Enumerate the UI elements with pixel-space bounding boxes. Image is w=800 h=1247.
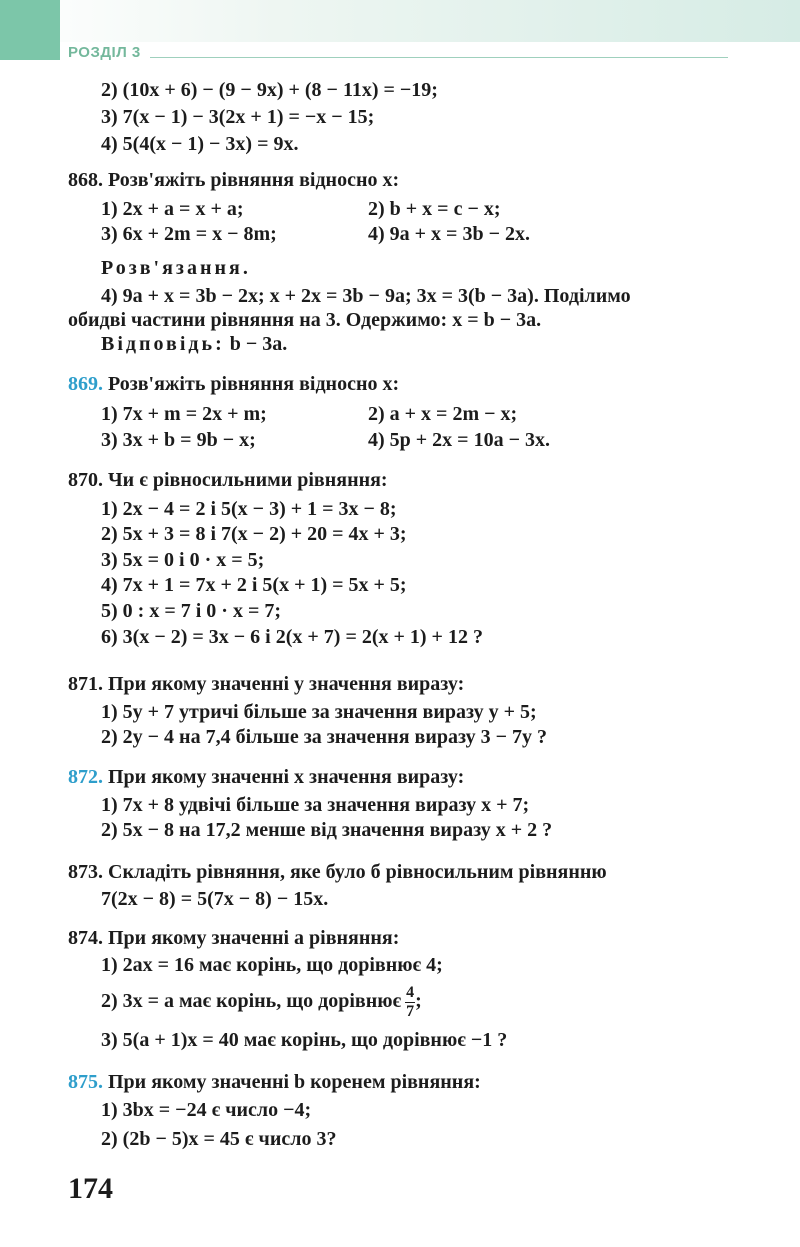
problem-874-item-2: [101, 980, 422, 1022]
problem-870: [68, 468, 388, 492]
section-label: РОЗДІЛ 3: [68, 44, 141, 61]
problem-869-item-2: 2) a + x = 2m − x;: [368, 403, 518, 425]
problem-870-item-4: 4) 7x + 1 = 7x + 2 і 5(x + 1) = 5x + 5;: [101, 574, 407, 596]
fraction-numerator: 4: [406, 983, 415, 1001]
problem-874-item-3: 3) 5(a + 1)x = 40 має корінь, що дорівнює −1 ?: [101, 1029, 508, 1051]
solution-line-1: 4) 9a + x = 3b − 2x; x + 2x = 3b − 9a; 3x = 3(b − 3a). Поділимо: [101, 285, 631, 307]
answer-label: Відповідь:: [101, 333, 225, 355]
problem-875-item-1: 1) 3bx = −24 є число −4;: [101, 1099, 312, 1121]
answer-line: [101, 332, 287, 356]
problem-number: 869.: [68, 373, 103, 395]
problem-number: 871.: [68, 673, 103, 695]
problem-869-item-3: 3) 3x + b = 9b − x;: [101, 429, 256, 451]
fraction-denominator: 7: [406, 1002, 415, 1020]
item-2-text: 2) 3x = a має корінь, що дорівнює: [101, 990, 402, 1012]
header-band: [0, 0, 800, 42]
problem-868-item-2: 2) b + x = c − x;: [368, 198, 501, 220]
problem-872-item-2: 2) 5x − 8 на 17,2 менше від значення виразу x + 2 ?: [101, 819, 553, 841]
continuation-item-3: 3) 7(x − 1) − 3(2x + 1) = −x − 15;: [101, 106, 375, 128]
problem-873-equation: 7(2x − 8) = 5(7x − 8) − 15x.: [101, 888, 329, 910]
problem-number: 874.: [68, 927, 103, 949]
problem-868-item-4: 4) 9a + x = 3b − 2x.: [368, 223, 530, 245]
item-2-tail: ;: [415, 990, 422, 1012]
problem-875-item-2: 2) (2b − 5)x = 45 є число 3?: [101, 1128, 337, 1150]
problem-number: 872.: [68, 766, 103, 788]
problem-875: [68, 1070, 481, 1094]
problem-868: [68, 168, 399, 192]
page-number: 174: [68, 1172, 113, 1205]
problem-statement: При якому значенні y значення виразу:: [108, 673, 465, 695]
problem-873: [68, 860, 607, 884]
problem-statement: Чи є рівносильними рівняння:: [108, 469, 388, 491]
solution-label: Розв'язання.: [101, 257, 251, 279]
problem-871-item-2: 2) 2y − 4 на 7,4 більше за значення виразу 3 − 7y ?: [101, 726, 547, 748]
fraction: [405, 984, 415, 1021]
problem-statement: При якому значенні x значення виразу:: [108, 766, 465, 788]
solution-line-2: обидві частини рівняння на 3. Одержимо: x = b − 3a.: [68, 309, 542, 331]
problem-number: 870.: [68, 469, 103, 491]
problem-statement: При якому значенні a рівняння:: [108, 927, 400, 949]
header-rule: [150, 57, 728, 58]
problem-874-item-1: 1) 2ax = 16 має корінь, що дорівнює 4;: [101, 954, 443, 976]
problem-statement: Складіть рівняння, яке було б рівносильним рівнянню: [108, 861, 607, 883]
problem-869-item-4: 4) 5p + 2x = 10a − 3x.: [368, 429, 550, 451]
problem-870-item-5: 5) 0 : x = 7 і 0 · x = 7;: [101, 600, 281, 622]
problem-number: 873.: [68, 861, 103, 883]
problem-statement: При якому значенні b коренем рівняння:: [108, 1071, 481, 1093]
problem-statement: Розв'яжіть рівняння відносно x:: [108, 373, 400, 395]
problem-869: [68, 372, 399, 396]
problem-number: 875.: [68, 1071, 103, 1093]
problem-872: [68, 765, 464, 789]
problem-870-item-1: 1) 2x − 4 = 2 і 5(x − 3) + 1 = 3x − 8;: [101, 498, 397, 520]
problem-874: [68, 926, 399, 950]
problem-870-item-3: 3) 5x = 0 і 0 · x = 5;: [101, 549, 265, 571]
problem-statement: Розв'яжіть рівняння відносно x:: [108, 169, 400, 191]
problem-number: 868.: [68, 169, 103, 191]
problem-869-item-1: 1) 7x + m = 2x + m;: [101, 403, 267, 425]
continuation-item-2: 2) (10x + 6) − (9 − 9x) + (8 − 11x) = −19;: [101, 79, 438, 101]
problem-871: [68, 672, 464, 696]
problem-870-item-2: 2) 5x + 3 = 8 і 7(x − 2) + 20 = 4x + 3;: [101, 523, 407, 545]
problem-868-item-3: 3) 6x + 2m = x − 8m;: [101, 223, 277, 245]
problem-868-item-1: 1) 2x + a = x + a;: [101, 198, 244, 220]
chapter-tab: [0, 0, 60, 60]
problem-870-item-6: 6) 3(x − 2) = 3x − 6 і 2(x + 7) = 2(x + 1) + 12 ?: [101, 626, 483, 648]
answer-value: b − 3a.: [229, 333, 288, 355]
continuation-item-4: 4) 5(4(x − 1) − 3x) = 9x.: [101, 133, 299, 155]
problem-872-item-1: 1) 7x + 8 удвічі більше за значення виразу x + 7;: [101, 794, 530, 816]
problem-871-item-1: 1) 5y + 7 утричі більше за значення виразу y + 5;: [101, 701, 537, 723]
